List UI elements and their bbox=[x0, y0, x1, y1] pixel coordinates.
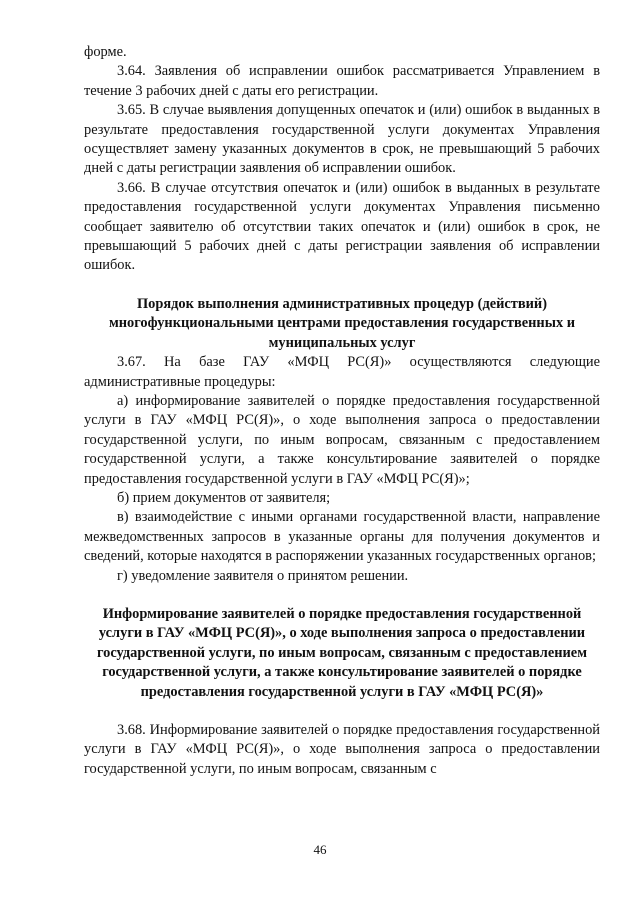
paragraph-3-67: 3.67. На базе ГАУ «МФЦ РС(Я)» осуществляются следующие административные процедуры: bbox=[84, 354, 600, 390]
list-item-v: в) взаимодействие с иными органами государственной власти, направление межведомственных запросов в указанные органы для получения документов и сведений, которые находятся в распоряжении указанных государственных органов; bbox=[84, 509, 600, 565]
spacer bbox=[84, 702, 600, 721]
paragraph-3-65: 3.65. В случае выявления допущенных опечаток и (или) ошибок в выданных в результате предоставления государственной услуги документах Управления осуществляет замену указанных документов в срок, не превышающий 5 рабочих дней с даты регистрации заявления об исправлении ошибок. bbox=[84, 102, 600, 177]
section-heading-procedures: Порядок выполнения административных процедур (действий) многофункциональными центрами предоставления государственных и муниципальных услуг bbox=[108, 295, 576, 351]
paragraph-continuation: форме. bbox=[84, 44, 127, 60]
paragraph-3-68: 3.68. Информирование заявителей о порядке предоставления государственной услуги в ГАУ «МФЦ РС(Я)», о ходе выполнения запроса о предоставлении государственной услуги, по иным вопросам, связанным с bbox=[84, 722, 600, 777]
spacer bbox=[84, 276, 600, 295]
spacer bbox=[84, 586, 600, 605]
list-item-a: а) информирование заявителей о порядке предоставления государственной услуги в ГАУ «МФЦ РС(Я)», о ходе выполнения запроса о предоставлении государственной услуги, по иным вопросам, связанным с предоставлением государственной услуги, а также консультирование заявителей о порядке предоставления государственной услуги в ГАУ «МФЦ РС(Я)»; bbox=[84, 392, 600, 487]
page-number: 46 bbox=[313, 842, 327, 857]
list-item-g: г) уведомление заявителя о принятом решении. bbox=[117, 567, 409, 584]
paragraph-3-64: 3.64. Заявления об исправлении ошибок рассматривается Управлением в течение 3 рабочих дней с даты его регистрации. bbox=[84, 63, 600, 99]
paragraph-3-66: 3.66. В случае отсутствия опечаток и (или) ошибок в выданных в результате предоставления государственной услуги документах Управления письменно сообщает заявителю об отсутствии таких опечаток и (или) ошибок в срок, не превышающий 5 рабочих дней с даты регистрации заявления об исправлении ошибок. bbox=[84, 179, 600, 274]
list-item-b: б) прием документов от заявителя; bbox=[117, 489, 331, 506]
page-content bbox=[84, 43, 600, 779]
section-heading-informing: Информирование заявителей о порядке предоставления государственной услуги в ГАУ «МФЦ РС(Я)», о ходе выполнения запроса о предоставлении государственной услуги, по иным вопросам, связанным с предоставлением государственной услуги, а также консультирование заявителей о порядке предоставления государственной услуги в ГАУ «МФЦ РС(Я)» bbox=[96, 605, 587, 700]
